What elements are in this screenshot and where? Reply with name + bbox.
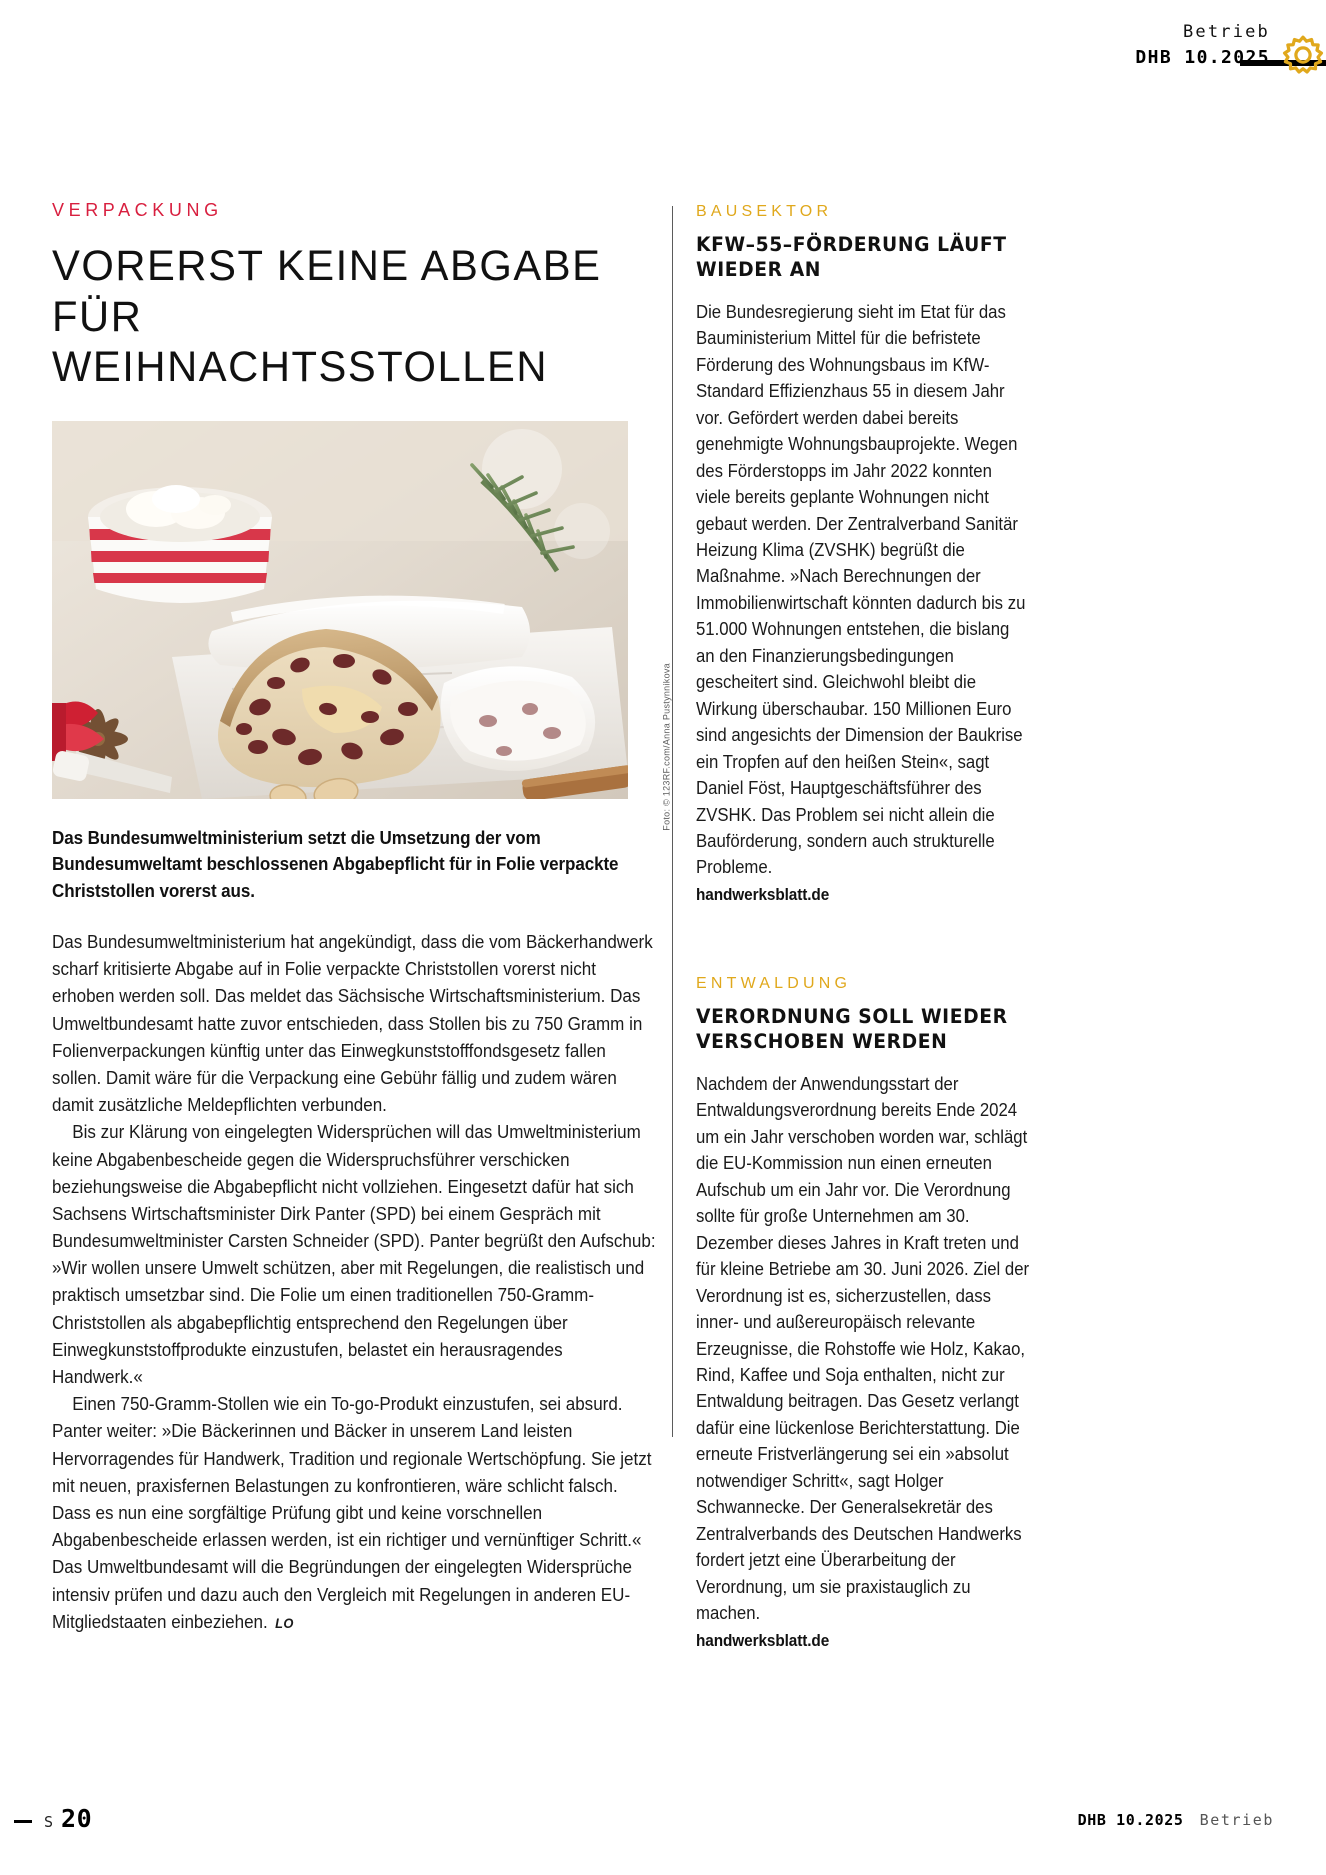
main-article-body <box>52 928 658 1635</box>
footer-page-prefix: S <box>44 1813 55 1831</box>
author-signature: LO <box>275 1614 294 1631</box>
page-footer <box>0 1799 1326 1833</box>
side-article-bausektor <box>696 203 1032 907</box>
footer-page-indicator <box>44 1804 92 1833</box>
side-body-paragraph: Nachdem der Anwendungsstart der Entwaldungsverordnung bereits Ende 2024 um ein Jahr verschoben worden war, schlägt die EU-Kommission nun einen erneuten Aufschub um ein Jahr vor. Die Verordnung sollte für große Unternehmen am 30. Dezember dieses Jahres in Kraft treten und für kleine Betriebe am 30. Juni 2026. Ziel der Verordnung ist es, sicherzustellen, dass inner- und außereuropäisch relevante Erzeugnisse, die Rohstoffe wie Holz, Kakao, Rind, Kaffee und Soja enthalten, nicht zur Entwaldung beitragen. Das Gesetz verlangt dafür eine lückenlose Berichterstattung. Die erneute Fristverlängerung sei ein »absolut notwendiger Schritt«, sagt Holger Schwannecke. Der Generalsekretär des Zentralverbands des Deutschen Handwerks fordert jetzt eine Überarbeitung der Verordnung, um sie praxistauglich zu machen. <box>696 1074 1030 1624</box>
footer-meta <box>1078 1811 1274 1829</box>
side-article-kicker: BAUSEKTOR <box>696 203 833 220</box>
footer-page-number: 20 <box>61 1804 93 1833</box>
main-article-kicker: VERPACKUNG <box>52 200 223 220</box>
page-header <box>0 22 1326 92</box>
gear-icon <box>1280 32 1326 78</box>
main-article-lead: Das Bundesumweltministerium setzt die Umsetzung der vom Bundesumweltamt beschlossenen Abgabepflicht für in Folie verpackte Christstollen vorerst aus. <box>52 827 619 901</box>
column-divider <box>672 206 673 1437</box>
side-title-line-1: KFW–55–FÖRDERUNG LÄUFT <box>696 233 1007 256</box>
footer-dash <box>14 1820 32 1823</box>
side-article-source[interactable]: handwerksblatt.de <box>696 885 830 904</box>
main-article <box>52 200 672 1635</box>
body-paragraph: Das Bundesumweltministerium hat angekündigt, dass die vom Bäckerhandwerk scharf kritisierte Abgabe auf in Folie verpackte Christstollen vorerst nicht erhoben werden soll. Das meldet das Sächsische Wirtschaftsministerium. Das Umweltbundesamt hatte zuvor entschieden, dass Stollen bis zu 750 Gramm in Folienverpackungen künftig unter das Einwegkunststofffondsgesetz fallen sollen. Damit wäre für die Verpackung eine Gebühr fällig und zudem wären damit zusätzliche Meldepflichten verbunden. <box>52 931 653 1116</box>
side-body-paragraph: Die Bundesregierung sieht im Etat für das Bauministerium Mittel für die befristete Förderung des Wohnungsbaus im KfW-Standard Effizienzhaus 55 in diesem Jahr vor. Gefördert werden dabei bereits genehmigte Wohnungsbauprojekte. Wegen des Förderstopps im Jahr 2022 konnten viele bereits geplante Wohnungen nicht gebaut werden. Der Zentralverband Sanitär Heizung Klima (ZVSHK) begrüßt die Maßnahme. »Nach Berechnungen der Immobilienwirtschaft könnten dadurch bis zu 51.000 Wohnungen entstehen, die bislang an den Finanzierungsbedingungen gescheitert sind. Gleichwohl bleibt die Wirkung überschaubar. 150 Millionen Euro sind angesichts der Dimension der Baukrise ein Tropfen auf den heißen Stein«, sagt Daniel Föst, Hauptgeschäftsführer des ZVSHK. Das Problem sei nicht allein die Bauförderung, sondern auch strukturelle Probleme. <box>696 301 1026 878</box>
photo-credit: Foto: © 123RF.com/Anna Pustynnikova <box>662 663 672 831</box>
header-texts <box>1135 22 1280 70</box>
footer-issue-label: DHB 10.2025 <box>1077 1811 1184 1829</box>
main-article-photo-block <box>52 421 672 831</box>
headline-line-1: VORERST KEINE ABGABE <box>52 242 602 290</box>
side-article-title <box>696 233 1031 283</box>
side-article-body <box>696 1071 1030 1653</box>
side-article-title <box>696 1005 1031 1055</box>
side-article-source[interactable]: handwerksblatt.de <box>696 1631 830 1650</box>
header-inner <box>1135 22 1326 78</box>
sidebar-articles <box>696 203 1032 1653</box>
body-paragraph-text: Einen 750-Gramm-Stollen wie ein To-go-Produkt einzustufen, sei absurd. Panter weiter: »Die Bäckerinnen und Bäcker in unserem Land leisten Hervorragendes für Handwerk, Tradition und regionale Wertschöpfung. Sie jetzt mit neuen, praxisfernen Belastungen zu konfrontieren, wäre schlicht falsch. Dass es nun eine sorgfältige Prüfung gibt und keine vorschnellen Abgabenbescheide erlassen werden, ist ein richtiger und vernünftiger Schritt.« Das Umweltbundesamt will die Begründungen der eingelegten Widersprüche intensiv prüfen und dazu auch den Vergleich mit Regelungen in anderen EU-Mitgliedstaaten einbeziehen. <box>52 1393 652 1632</box>
main-article-headline <box>52 241 644 393</box>
side-article-entwaldung <box>696 975 1032 1653</box>
side-title-line-1: VERORDNUNG SOLL WIEDER <box>696 1005 1008 1029</box>
side-article-body <box>696 299 1030 907</box>
headline-line-2: FÜR WEIHNACHTSSTOLLEN <box>52 292 549 392</box>
body-paragraph: Bis zur Klärung von eingelegten Widersprüchen will das Umweltministerium keine Abgabenbescheide gegen die Widerspruchsführer verschicken beziehungsweise die Abgabepflicht nicht vollziehen. Eingesetzt dafür hat sich Sachsens Wirtschaftsminister Dirk Panter (SPD) bei einem Gespräch mit Bundesumweltminister Carsten Schneider (SPD). Panter begrüßt den Aufschub: »Wir wollen unsere Umwelt schützen, aber mit Regelungen, die realistisch und praktisch umsetzbar sind. Die Folie um einen traditionellen 750-Gramm-Christstollen als abgabepflichtig entsprechend den Regelungen über Einwegkunststoffprodukte einzustufen, belastet ein herausragendes Handwerk.« <box>52 1121 656 1387</box>
body-paragraph <box>52 1390 658 1635</box>
footer-section-label: Betrieb <box>1199 1811 1274 1829</box>
side-title-line-2: VERSCHOBEN WERDEN <box>696 1030 948 1054</box>
header-section-label: Betrieb <box>1182 22 1270 42</box>
side-article-kicker: ENTWALDUNG <box>696 975 852 993</box>
stollen-photo <box>52 421 628 799</box>
side-title-line-2: WIEDER AN <box>696 257 822 281</box>
header-issue-label: DHB 10.2025 <box>1135 47 1270 69</box>
